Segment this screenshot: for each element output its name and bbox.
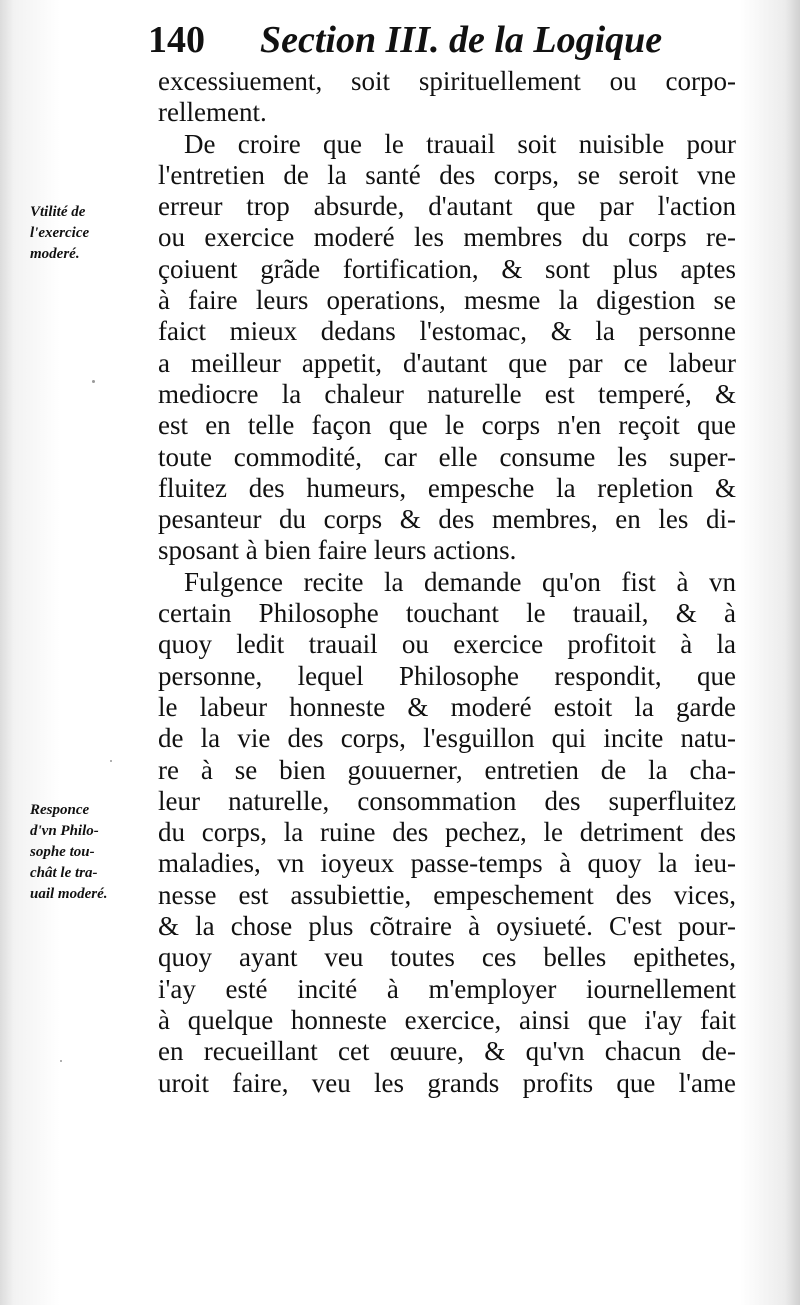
page-header xyxy=(148,14,708,66)
text-line: à quelque honneste exercice, ainsi que i'ay fait xyxy=(158,1004,736,1035)
text-line: en recueillant cet œuure, & qu'vn chacun de- xyxy=(158,1036,736,1067)
text-line: çoiuent grãde fortification, & sont plus aptes xyxy=(158,253,736,284)
margin-note-line: d'vn Philo- xyxy=(30,823,99,839)
paper-speck xyxy=(110,760,112,762)
text-line: faict mieux dedans l'estomac, & la personne xyxy=(158,316,736,347)
text-line: quoy ledit trauail ou exercice profitoit à la xyxy=(158,629,736,660)
text-line: le labeur honneste & moderé estoit la garde xyxy=(158,691,736,722)
paper-speck xyxy=(92,380,95,383)
margin-note-line: l'exercice xyxy=(30,225,90,241)
margin-note-line: Vtilité de xyxy=(30,204,86,220)
text-line: excessiuement, soit spirituellement ou corpo- xyxy=(158,66,736,96)
text-line: i'ay esté incité à m'employer iournellement xyxy=(158,973,736,1004)
text-line: leur naturelle, consommation des superfluitez xyxy=(158,785,736,816)
margin-note-response xyxy=(30,800,108,905)
text-line: rellement. xyxy=(158,97,267,128)
text-line: & la chose plus cõtraire à oysiueté. C'est pour- xyxy=(158,911,736,942)
text-line: du corps, la ruine des pechez, le detriment des xyxy=(158,817,736,848)
page-number: 140 xyxy=(148,19,205,61)
running-title: Section III. de la Logique xyxy=(260,19,663,61)
text-line: l'entretien de la santé des corps, se seroit vne xyxy=(158,159,736,190)
text-line: à faire leurs operations, mesme la digestion se xyxy=(158,285,736,316)
text-line: certain Philosophe touchant le trauail, & à xyxy=(158,598,736,629)
text-line: quoy ayant veu toutes ces belles epithetes, xyxy=(158,942,736,973)
text-line: re à se bien gouuerner, entretien de la cha- xyxy=(158,754,736,785)
text-line: nesse est assubiettie, empeschement des vices, xyxy=(158,879,736,910)
margin-note-line: sophe tou- xyxy=(30,844,95,860)
text-line: maladies, vn ioyeux passe-temps à quoy la ieu- xyxy=(158,848,736,879)
text-line: De croire que le trauail soit nuisible pour xyxy=(184,128,736,159)
text-line: Fulgence recite la demande qu'on fist à vn xyxy=(184,566,736,597)
margin-note-utility xyxy=(30,202,89,265)
text-line: est en telle façon que le corps n'en reçoit que xyxy=(158,410,736,441)
body-text xyxy=(158,66,736,1099)
text-line: uroit faire, veu les grands profits que l'ame xyxy=(158,1067,736,1098)
paper-speck xyxy=(60,1060,62,1062)
text-line: personne, lequel Philosophe respondit, que xyxy=(158,660,736,691)
text-line: fluitez des humeurs, empesche la repletion & xyxy=(158,472,736,503)
margin-note-line: moderé. xyxy=(30,246,80,262)
text-line: de la vie des corps, l'esguillon qui incite natu- xyxy=(158,723,736,754)
text-line: sposant à bien faire leurs actions. xyxy=(158,535,517,566)
margin-note-line: chât le tra- xyxy=(30,865,98,881)
text-line: erreur trop absurde, d'autant que par l'action xyxy=(158,191,736,222)
margin-note-line: uail moderé. xyxy=(30,886,108,902)
text-line: a meilleur appetit, d'autant que par ce labeur xyxy=(158,347,736,378)
text-line: pesanteur du corps & des membres, en les di- xyxy=(158,504,736,535)
text-line: toute commodité, car elle consume les super- xyxy=(158,441,736,472)
margin-note-line: Responce xyxy=(30,802,90,818)
text-line: ou exercice moderé les membres du corps re- xyxy=(158,222,736,253)
text-line: mediocre la chaleur naturelle est temperé, & xyxy=(158,378,736,409)
